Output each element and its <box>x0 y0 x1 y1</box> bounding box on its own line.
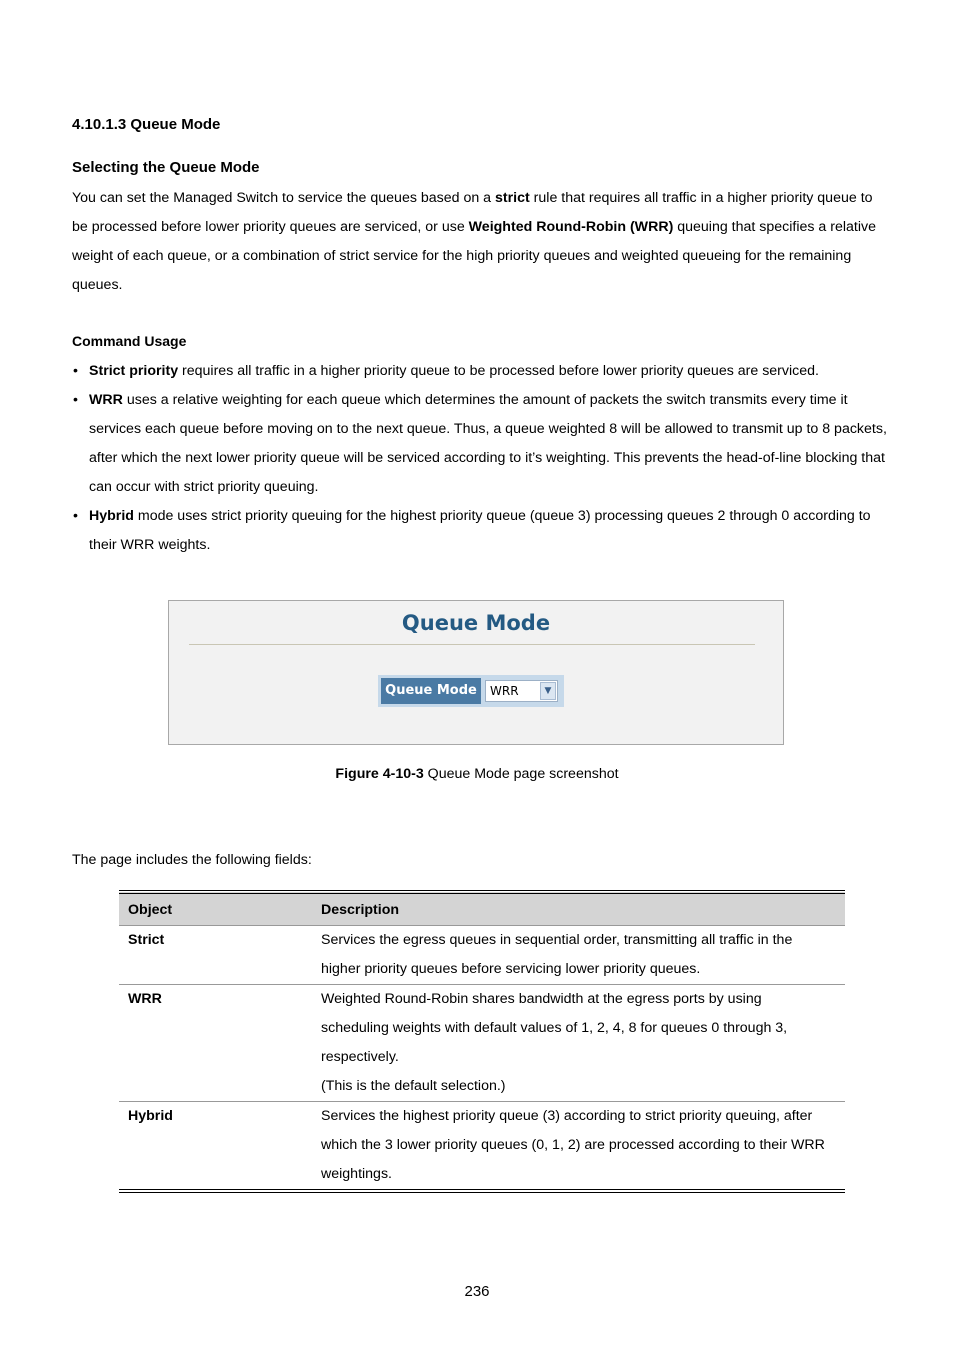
description-line: Weighted Round-Robin shares bandwidth at the egress ports by using <box>321 991 762 1007</box>
object-cell: Hybrid <box>119 1102 312 1192</box>
intro-bold-wrr: Weighted Round-Robin (WRR) <box>468 219 674 235</box>
section-heading: 4.10.1.3 Queue Mode <box>72 116 221 133</box>
object-cell: WRR <box>119 985 312 1102</box>
object-cell: Strict <box>119 926 312 985</box>
bullet-icon: • <box>73 392 78 408</box>
description-line: which the 3 lower priority queues (0, 1, 2) are processed according to their WRR <box>321 1137 825 1153</box>
queue-mode-screenshot <box>168 600 784 745</box>
list-item <box>72 357 887 386</box>
bullet-icon: • <box>73 508 78 524</box>
bullet-term: WRR <box>89 392 123 408</box>
command-usage-list <box>72 357 887 560</box>
bullet-text: mode uses strict priority queuing for the highest priority queue (queue 3) processing queues 2 through 0 according to their WRR weights. <box>89 508 871 553</box>
command-usage-heading: Command Usage <box>72 333 187 349</box>
chevron-down-icon[interactable]: ▼ <box>540 682 556 700</box>
header-description: Description <box>312 892 845 926</box>
bullet-icon: • <box>73 363 78 379</box>
panel-title: Queue Mode <box>401 611 551 635</box>
description-line: Services the highest priority queue (3) according to strict priority queuing, after <box>321 1108 813 1124</box>
table-row <box>119 1102 845 1192</box>
table-row <box>119 926 845 985</box>
sub-heading: Selecting the Queue Mode <box>72 159 260 176</box>
intro-text-3: queuing that specifies a relative weight of each queue, or a combination of strict service for the high priority queues and weighted queueing for the remaining queues. <box>72 219 876 293</box>
figure-caption-text: Queue Mode page screenshot <box>423 766 619 782</box>
panel-divider <box>189 644 755 645</box>
header-object: Object <box>119 892 312 926</box>
description-line: higher priority queues before servicing lower priority queues. <box>321 961 701 977</box>
bullet-term: Strict priority <box>89 363 179 379</box>
queue-mode-label: Queue Mode <box>381 678 481 704</box>
figure-number: Figure 4-10-3 <box>335 766 424 782</box>
bullet-term: Hybrid <box>89 508 134 524</box>
description-line: Services the egress queues in sequential order, transmitting all traffic in the <box>321 932 793 948</box>
description-line: weightings. <box>321 1166 392 1182</box>
description-cell <box>312 985 845 1102</box>
description-line: (This is the default selection.) <box>321 1078 506 1094</box>
description-cell <box>312 1102 845 1192</box>
figure-caption <box>0 766 954 782</box>
intro-paragraph <box>72 184 887 300</box>
description-cell <box>312 926 845 985</box>
page-number: 236 <box>464 1283 490 1300</box>
intro-text-2: rule that requires all traffic in a higher priority queue to be processed before lower priority queues are serviced, or use <box>72 190 873 235</box>
list-item <box>72 386 887 502</box>
bullet-text: requires all traffic in a higher priority queue to be processed before lower priority queues are serviced. <box>178 363 819 379</box>
intro-text-1: You can set the Managed Switch to service the queues based on a <box>72 190 496 206</box>
list-item <box>72 502 887 560</box>
description-line: scheduling weights with default values of 1, 2, 4, 8 for queues 0 through 3, <box>321 1020 788 1036</box>
queue-mode-selected-value: WRR <box>490 684 519 698</box>
fields-table <box>119 890 845 1193</box>
table-header-row <box>119 892 845 926</box>
table-row <box>119 985 845 1102</box>
fields-intro: The page includes the following fields: <box>72 852 312 868</box>
queue-mode-row <box>378 675 564 707</box>
queue-mode-select[interactable] <box>485 680 558 702</box>
intro-bold-strict: strict <box>495 190 530 206</box>
description-line: respectively. <box>321 1049 399 1065</box>
bullet-text: uses a relative weighting for each queue which determines the amount of packets the switch transmits every time it services each queue before moving on to the next queue. Thus, a queue weighted 8 will be allowed to transmit up to 8 packets, after which the next lower priority queue will be serviced according to it’s weighting. This prevents the head-of-line blocking that can occur with strict priority queuing. <box>89 392 887 495</box>
